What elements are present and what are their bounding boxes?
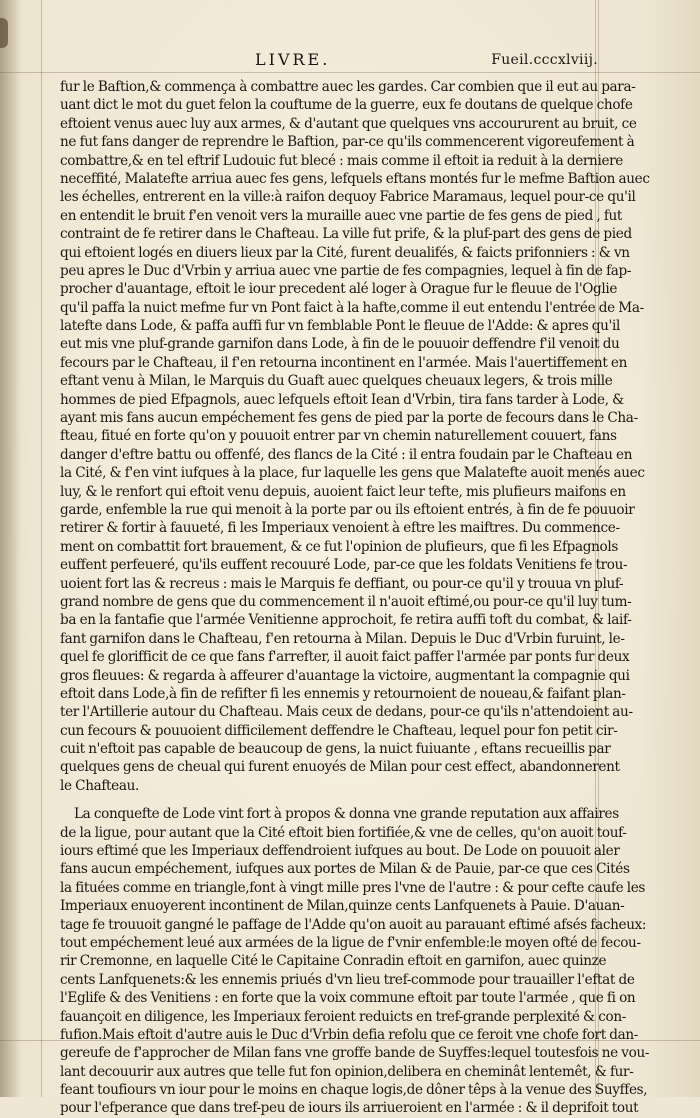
paragraph-2 xyxy=(60,805,650,1118)
text-line: qui eftoient logés en diuers lieux par la Cité, furent deualifés, & faicts prifonniers : & vn xyxy=(60,244,630,261)
text-line: de la ligue, pour autant que la Cité eftoit bien fortifiée,& vne de celles, qu'on auoit touf- xyxy=(60,824,627,841)
text-line: qu'il paffa la nuict mefme fur vn Pont faict à la hafte,comme il eut entendu l'entrée de Ma- xyxy=(60,299,644,316)
text-line: retirer & fortir à fauueté, fi les Imperiaux venoient à eftre les maiftres. Du commence- xyxy=(60,520,620,537)
text-line: tout empéchement leué aux armées de la ligue de f'vnir enfemble:le moyen ofté de fecou- xyxy=(60,934,641,951)
text-line: en entendit le bruit f'en venoit vers la muraille auec vne partie de fes gens de pied , fut xyxy=(60,207,623,224)
margin-rule-top xyxy=(0,72,700,73)
text-line: Imperiaux enuoyerent incontinent de Milan,quinze cents Lanfquenets à Pauie. D'auan- xyxy=(60,898,625,915)
text-line: procher d'auantage, eftoit le iour precedent alé loger à Orague fur le fleuue de l'Oglie xyxy=(60,281,618,298)
text-line: ba en la fantafie que l'armée Venitienne approchoit, fe retira auffi toft du combat, & laif- xyxy=(60,612,632,629)
text-line: fteau, fitué en forte qu'on y pouuoit entrer par vn chemin naturellement couuert, fans xyxy=(60,428,617,445)
margin-rule-left xyxy=(41,0,42,1097)
text-line: uant dict le mot du guet felon la couftume de la guerre, eux fe doutans de quelque chofe xyxy=(60,97,633,114)
body-text xyxy=(60,78,650,1118)
text-line: quelques gens de cheual qui furent enuoyés de Milan pour cest effect, abandonnerent xyxy=(60,759,620,776)
text-line: fur le Baftion,& commença à combattre auec les gardes. Car combien que il eut au para- xyxy=(60,79,636,95)
text-line: peu apres le Duc d'Vrbin y arriua auec vne partie de fes compagnies, lequel à fin de fap- xyxy=(60,262,632,279)
text-line: latefte dans Lode, & paffa auffi fur vn femblable Pont le fleuue de l'Adde: & apres qu'il xyxy=(60,318,620,335)
text-line: garde, enfemble la rue qui menoit à la porte par ou ils eftoient entrés, à fin de fe pouuoir xyxy=(60,501,635,518)
text-line: hommes de pied Efpagnols, auec lefquels eftoit Iean d'Vrbin, tira fans tarder à Lode, & xyxy=(60,391,624,408)
text-line: fecours par le Chafteau, il f'en retourna incontinent en l'armée. Mais l'auertiffement en xyxy=(60,354,628,371)
paragraph-1 xyxy=(60,78,650,795)
text-line: la Cité, & f'en vint iufques à la place, fur laquelle les gens que Malatefte auoit menés auec xyxy=(60,465,645,482)
text-line: cents Lanfquenets:& les ennemis priués d'vn lieu tref-commode pour trauailler l'eftat de xyxy=(60,971,635,988)
text-line: gros fleuues: & regarda à affeurer d'auantage la victoire, augmentant la compagnie qui xyxy=(60,667,630,684)
text-line: rir Cremonne, en laquelle Cité le Capitaine Conradin eftoit en garnifon, auec quinze xyxy=(60,953,607,970)
text-line: fauançoit en diligence, les Imperiaux feroient reduicts en tref-grande perplexité & con- xyxy=(60,1008,626,1025)
text-line: fant garnifon dans le Chafteau, f'en retourna à Milan. Depuis le Duc d'Vrbin furuint, le- xyxy=(60,630,625,647)
text-line: danger d'eftre battu ou offenfé, des flancs de la Cité : il entra foudain par le Chafteau en xyxy=(60,446,633,463)
text-line: tage fe trouuoit gangné le paffage de l'Adde qu'on auoit au parauant eftimé afsés facheux: xyxy=(60,916,647,933)
text-line: le Chafteau. xyxy=(60,777,139,794)
text-line: ne fut fans danger de reprendre le Baftion, par-ce qu'ils commencerent vigoreufement à xyxy=(60,134,635,151)
text-line: uoient fort las & recreus : mais le Marquis fe deffiant, ou pour-ce qu'il y trouua vn pluf- xyxy=(60,575,624,592)
paragraph-gap xyxy=(60,795,588,805)
text-line: contraint de fe retirer dans le Chafteau. La ville fut prife, & la pluf-part des gens de pied xyxy=(60,226,632,243)
page-tab-mark xyxy=(0,18,8,48)
text-line: ter l'Artillerie autour du Chafteau. Mais ceux de dedans, pour-ce qu'ils n'attendoient au- xyxy=(60,704,633,721)
text-line: grand nombre de gens que du commencement il n'auoit eftimé,ou pour-ce qu'il luy tum- xyxy=(60,593,632,610)
text-line: la fituées comme en triangle,font à vingt mille pres l'vne de l'autre : & pour cefte caufe les xyxy=(60,879,646,896)
text-line: euffent perfeueré, qu'ils euffent recouuré Lode, par-ce que les foldats Venitiens fe trou- xyxy=(60,557,628,574)
text-line: eut mis vne pluf-grande garnifon dans Lode, à fin de le pouuoir deffendre f'il venoit du xyxy=(60,336,620,353)
text-line: neceffité, Malatefte arriua auec fes gens, lefquels eftans montés fur le mefme Baftion auec xyxy=(60,170,650,187)
text-line: feant toufiours vn iour pour le moins en chaque logis,de dôner têps à la venue des Suyffes, xyxy=(60,1082,648,1099)
running-head xyxy=(60,50,600,72)
text-line: luy, & le renfort qui eftoit venu depuis, auoient faict leur tefte, mis plufieurs maifons en xyxy=(60,483,626,500)
text-line: cuit n'eftoit pas capable de beaucoup de gens, la nuict fuiuante , eftans recueillis par xyxy=(60,741,611,758)
text-line: eftant venu à Milan, le Marquis du Guaft auec quelques cheuaux legers, & trois mille xyxy=(60,373,613,390)
text-line: fans aucun empéchement, iufques aux portes de Milan & de Pauie, par-ce que ces Cités xyxy=(60,861,630,878)
text-line: quel fe glorifficit de ce que fans f'arrefter, il auoit faict paffer l'armée par ponts fur deux xyxy=(60,649,630,666)
text-line: ment on combattit fort brauement, & ce fut l'opinion de plufieurs, que fi les Efpagnols xyxy=(60,538,618,555)
text-line: eftoient venus auec luy aux armes, & d'autant que quelques vns accoururent au bruit, ce xyxy=(60,115,637,132)
text-line: l'Eglife & des Venitiens : en forte que la voix commune eftoit par toute l'armée , que fi on xyxy=(60,990,636,1007)
text-line: pour l'efperance que dans tref-peu de iours ils arriueroient en l'armée : & il deprifoit tout xyxy=(60,1100,639,1117)
running-title: LIVRE. xyxy=(255,50,331,69)
text-line: ayant mis fans aucun empéchement fes gens de pied par la porte de fecours dans le Cha- xyxy=(60,410,638,427)
text-line: La conquefte de Lode vint fort à propos & donna vne grande reputation aux affaires xyxy=(74,806,619,823)
text-line: les échelles, entrerent en la ville:à raifon dequoy Fabrice Maramaus, lequel pour-ce qu'il xyxy=(60,189,636,206)
folio-number: Fueil.cccxlviij. xyxy=(491,52,598,68)
text-line: fufion.Mais eftoit d'autre auis le Duc d'Vrbin defia refolu que ce feroit vne chofe fort dan- xyxy=(60,1026,639,1043)
text-line: cun fecours & pouuoient difficilement deffendre le Chafteau, lequel pour fon petit cir- xyxy=(60,722,618,739)
text-line: iours eftimé que les Imperiaux deffendroient iufques au bout. De Lode on pouuoit aler xyxy=(60,843,620,860)
text-line: eftoit dans Lode,à fin de refifter fi les ennemis y retournoient de noueau,& faifant plan- xyxy=(60,685,626,702)
text-line: lant decouurir aux autres que telle fut fon opinion,delibera en cheminât lentemêt, & fur- xyxy=(60,1063,634,1080)
text-line: combattre,& en tel eftrif Ludouic fut blecé : mais comme il eftoit ia reduit à la derniere xyxy=(60,152,623,169)
text-line: gereufe de f'approcher de Milan fans vne groffe bande de Suyffes:lequel toutesfois ne vou- xyxy=(60,1045,650,1062)
binding-shadow xyxy=(0,0,22,1097)
